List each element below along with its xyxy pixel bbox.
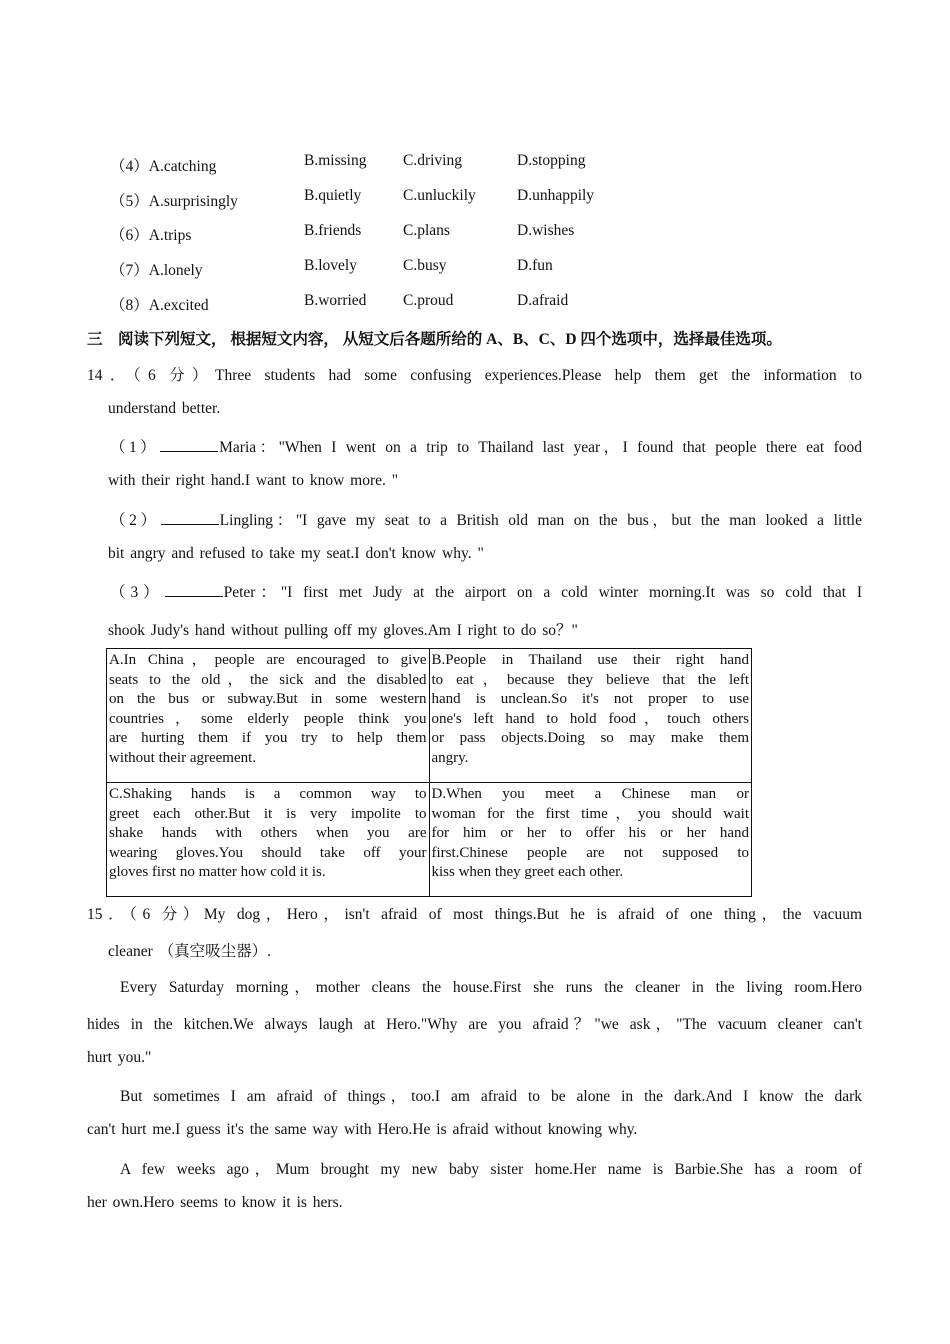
option-7-d: D.fun	[517, 257, 553, 274]
option-4-c: C.driving	[403, 152, 462, 169]
q14-s3-text-cont: shook Judy's hand without pulling off my gloves.Am I right to do so？"	[108, 622, 578, 639]
cell-b-line: or pass objects.Doing so may make them	[431, 730, 749, 747]
cell-b-line: B.People in Thailand use their right hand	[431, 652, 749, 668]
q14-s3-number: （3）	[110, 584, 164, 601]
q15-intro-line2: cleaner （真空吸尘器）.	[108, 943, 271, 960]
option-6-a: （6）A.trips	[110, 227, 192, 244]
option-row-8	[0, 292, 950, 316]
q14-intro-line1: 14．（6 分）Three students had some confusing experiences.Please help them get the information to	[87, 367, 862, 384]
cell-d-line: woman for the first time，you should wait	[431, 805, 749, 822]
q14-s2-text: Lingling："I gave my seat to a British old man on the bus，but the man looked a little	[219, 512, 862, 529]
option-7-c: C.busy	[403, 257, 447, 274]
cell-a-line: without their agreement.	[109, 749, 257, 766]
cell-a-line: are hurting them if you try to help them	[109, 730, 427, 747]
answer-blank-3[interactable]	[165, 582, 223, 597]
table-cell-a	[107, 649, 430, 783]
table-cell-d	[429, 783, 752, 897]
option-7-a: （7）A.lonely	[110, 262, 203, 279]
cell-c-line: greet each other.But it is very impolite to	[109, 805, 427, 822]
q14-s1-text-cont: with their right hand.I want to know more. "	[108, 472, 399, 489]
cell-b-line: one's left hand to hold food，touch others	[431, 710, 749, 727]
cell-c-line: wearing gloves.You should take off your	[109, 844, 427, 861]
q15-p1-line: hurt you."	[87, 1049, 152, 1066]
q15-p2-line: can't hurt me.I guess it's the same way with Hero.He is afraid without knowing why.	[87, 1121, 638, 1138]
cell-a-line: A.In China，people are encouraged to give	[109, 652, 427, 668]
q15-p1-line: hides in the kitchen.We always laugh at Hero."Why are you afraid？"we ask，"The vacuum cleaner can't	[87, 1016, 862, 1033]
cell-d-line: first.Chinese people are not supposed to	[431, 844, 749, 861]
option-8-a: （8）A.excited	[110, 297, 209, 314]
answer-blank-2[interactable]	[161, 510, 219, 525]
q15-intro-line1: 15．（6 分）My dog，Hero，isn't afraid of most things.But he is afraid of one thing，the vacuum	[87, 906, 862, 923]
option-8-c: C.proud	[403, 292, 454, 309]
option-row-5	[0, 187, 950, 211]
cell-b-line: hand is unclean.So it's not proper to use	[431, 691, 749, 708]
q14-intro-line2: understand better.	[108, 400, 221, 417]
option-6-b: B.friends	[304, 222, 362, 239]
cell-a-line: countries，some elderly people think you	[109, 710, 427, 727]
cell-d-line: D.When you meet a Chinese man or	[431, 786, 749, 802]
option-5-a: （5）A.surprisingly	[110, 193, 238, 210]
q14-s2-number: （2）	[110, 512, 160, 529]
q15-p2-line: But sometimes I am afraid of things，too.I am afraid to be alone in the dark.And I know the dark	[120, 1088, 862, 1105]
q15-p1-line: Every Saturday morning，mother cleans the house.First she runs the cleaner in the living room.Hero	[120, 979, 862, 996]
option-6-d: D.wishes	[517, 222, 575, 239]
answer-blank-1[interactable]	[160, 437, 218, 452]
option-5-c: C.unluckily	[403, 187, 476, 204]
cell-a-line: seats to the old，the sick and the disabled	[109, 671, 427, 688]
q14-info-table	[106, 648, 752, 897]
cell-a-line: on the bus or subway.But in some western	[109, 691, 427, 708]
option-8-d: D.afraid	[517, 292, 569, 309]
option-row-6	[0, 222, 950, 246]
option-4-a: （4）A.catching	[110, 158, 217, 175]
option-8-b: B.worried	[304, 292, 367, 309]
option-5-b: B.quietly	[304, 187, 362, 204]
option-row-7	[0, 257, 950, 281]
option-row-4	[0, 152, 950, 176]
cell-c-line: gloves first no matter how cold it is.	[109, 864, 326, 881]
q14-s1-number: （1）	[110, 439, 160, 456]
q14-s1-text: Maria："When I went on a trip to Thailand last year，I found that people there eat food	[219, 439, 862, 456]
option-4-d: D.stopping	[517, 152, 586, 169]
q15-p3-line: her own.Hero seems to know it is hers.	[87, 1194, 343, 1211]
cell-c-line: shake hands with others when you are	[109, 825, 427, 842]
cell-c-line: C.Shaking hands is a common way to	[109, 786, 427, 802]
option-6-c: C.plans	[403, 222, 450, 239]
cell-d-line: kiss when they greet each other.	[431, 864, 624, 881]
cell-d-line: for him or her to offer his or her hand	[431, 825, 749, 842]
q14-s2-text-cont: bit angry and refused to take my seat.I don't know why. "	[108, 545, 484, 562]
q15-p3-line: A few weeks ago，Mum brought my new baby sister home.Her name is Barbie.She has a room of	[120, 1161, 862, 1178]
option-4-b: B.missing	[304, 152, 367, 169]
option-5-d: D.unhappily	[517, 187, 595, 204]
section-title: 三 阅读下列短文， 根据短文内容， 从短文后各题所给的 A、B、C、D 四个选项中，选择最佳选项。	[87, 331, 782, 348]
table-cell-c	[107, 783, 430, 897]
table-cell-b	[429, 649, 752, 783]
q14-s3-text: Peter："I first met Judy at the airport on a cold winter morning.It was so cold that I	[223, 584, 862, 601]
cell-b-line: to eat，because they believe that the left	[431, 671, 749, 688]
cell-b-line: angry.	[431, 749, 469, 766]
option-7-b: B.lovely	[304, 257, 357, 274]
